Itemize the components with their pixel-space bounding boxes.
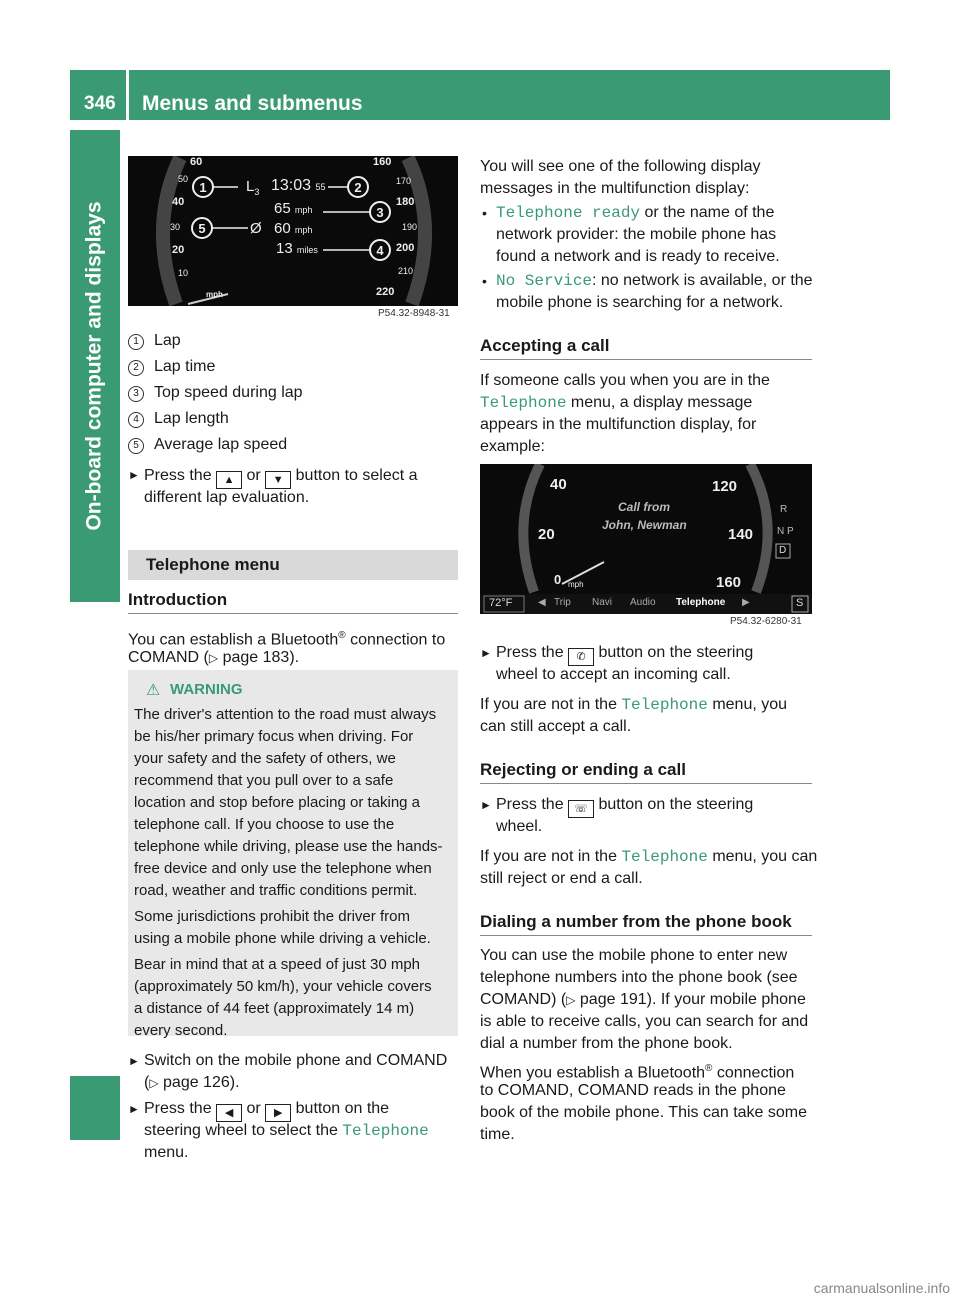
paragraph-line: time.: [480, 1126, 515, 1143]
paragraph-line: If you are not in the Telephone menu, you can: [480, 848, 818, 866]
instruction-line: wheel to accept an incoming call.: [496, 666, 731, 683]
bullet-line: No Service: no network is available, or the: [496, 272, 813, 290]
menu-item-audio: Audio: [630, 597, 656, 608]
instruction-line: Press the ✆ button on the steering: [496, 642, 753, 666]
call-from-label: Call from: [618, 500, 671, 514]
speed-tick: 160: [716, 574, 742, 591]
lap-time: 13:03 55: [271, 177, 326, 194]
intro-line: COMAND (▷ page 183).: [128, 649, 300, 666]
speed-tick: 190: [402, 222, 418, 232]
right-key-icon: ▶: [265, 1104, 291, 1122]
side-tab: [70, 1076, 120, 1140]
side-label: On-board computer and displays: [83, 201, 106, 531]
instruction-line: steering wheel to select the Telephone: [144, 1122, 429, 1140]
bullet-line: Telephone ready or the name of the: [496, 204, 775, 222]
svg-text:3: 3: [376, 205, 384, 220]
svg-text:4: 4: [376, 243, 384, 258]
warning-icon: ⚠: [146, 682, 161, 699]
instruction-line: wheel.: [496, 818, 543, 835]
speed-tick: 200: [396, 242, 415, 254]
menu-left-arrow: ◀: [538, 597, 546, 608]
bullet-arrow: ►: [480, 646, 492, 660]
header-divider: [126, 70, 129, 120]
section-title: Menus and submenus: [142, 92, 363, 115]
paragraph-line: COMAND) (▷ page 191). If your mobile phone: [480, 991, 806, 1008]
rejecting-heading: Rejecting or ending a call: [480, 760, 686, 779]
lap-cluster-image: [128, 156, 458, 306]
legend-item: 4 Lap length: [128, 408, 229, 430]
warning-line: Bear in mind that at a speed of just 30 mph: [134, 956, 421, 973]
fig2-caption: P54.32-6280-31: [730, 616, 802, 627]
accepting-heading: Accepting a call: [480, 336, 610, 355]
unit-label: mph: [206, 290, 223, 299]
paragraph-line: to COMAND, COMAND reads in the phone: [480, 1082, 786, 1099]
top-speed: 65 mph: [274, 200, 313, 217]
menu-item-navi: Navi: [592, 597, 613, 608]
phone-accept-icon: ✆: [568, 648, 594, 666]
warning-line: location and stop before placing or taking a: [134, 794, 421, 811]
speed-tick: 40: [550, 476, 567, 493]
paragraph-line: can still accept a call.: [480, 718, 632, 735]
bullet-arrow: ►: [480, 798, 492, 812]
warning-line: recommend that you pull over to a safe: [134, 772, 394, 789]
paragraph-line: example:: [480, 438, 545, 455]
warning-line: Some jurisdictions prohibit the driver from: [134, 908, 410, 925]
instruction-line: Switch on the mobile phone and COMAND: [144, 1052, 448, 1069]
gear-r: R: [780, 504, 788, 515]
paragraph-line: If someone calls you when you are in the: [480, 372, 770, 389]
right-intro-line: You will see one of the following display: [480, 158, 761, 175]
speed-tick: 60: [190, 156, 203, 168]
heading-rule: [480, 935, 812, 936]
gear-d: D: [779, 545, 787, 556]
svg-text:2: 2: [354, 180, 362, 195]
speed-tick: 10: [178, 268, 189, 278]
warning-title: WARNING: [170, 681, 243, 698]
menu-right-arrow: ▶: [742, 597, 750, 608]
speed-tick: 170: [396, 176, 412, 186]
heading-rule: [480, 359, 812, 360]
paragraph-line: If you are not in the Telephone menu, you: [480, 696, 788, 714]
left-key-icon: ◀: [216, 1104, 242, 1122]
gear-n-p: N P: [777, 526, 794, 537]
speed-tick: 0: [554, 572, 562, 587]
warning-line: your safety and the safety of others, we: [134, 750, 396, 767]
warning-line: road, weather and traffic conditions permit.: [134, 882, 418, 899]
right-intro-line: messages in the multifunction display:: [480, 180, 750, 197]
menu-item-telephone: Telephone: [676, 597, 726, 608]
paragraph-line: Telephone menu, a display message: [480, 394, 753, 412]
speed-tick: 30: [170, 222, 181, 232]
bullet-line: network provider: the mobile phone has: [496, 226, 777, 243]
speed-tick: 40: [172, 196, 185, 208]
paragraph-line: appears in the multifunction display, for: [480, 416, 757, 433]
speed-tick: 180: [396, 196, 415, 208]
avg-speed: 60 mph: [274, 220, 313, 237]
speed-tick: 20: [172, 244, 185, 256]
lap-length: 13 miles: [276, 240, 318, 257]
speed-tick: 220: [376, 286, 395, 298]
speed-tick: 140: [728, 526, 754, 543]
warning-line: The driver's attention to the road must always: [134, 706, 437, 723]
instruction-line: different lap evaluation.: [144, 489, 310, 506]
call-display-image: [480, 464, 812, 614]
warning-line: telephone while driving, please use the hands-: [134, 838, 443, 855]
warning-line: using a mobile phone while driving a vehicle.: [134, 930, 431, 947]
paragraph-line: You can use the mobile phone to enter new: [480, 947, 788, 964]
paragraph-line: still reject or end a call.: [480, 870, 643, 887]
bullet-arrow: ►: [128, 468, 140, 482]
warning-line: every second.: [134, 1022, 228, 1039]
speed-tick: 160: [373, 156, 392, 168]
call-display-graphic: [480, 464, 812, 614]
s-icon: S: [796, 597, 804, 609]
unit-label: mph: [568, 580, 584, 589]
legend-item: 3 Top speed during lap: [128, 382, 303, 404]
watermark[interactable]: carmanualsonline.info: [813, 1280, 950, 1296]
speed-tick: 20: [538, 526, 555, 543]
svg-text:1: 1: [199, 180, 207, 195]
warning-line: (approximately 50 km/h), your vehicle covers: [134, 978, 432, 995]
lap-marker: $L_3$: [246, 178, 260, 197]
caller-name: John, Newman: [602, 518, 687, 532]
paragraph-line: dial a number from the phone book.: [480, 1035, 733, 1052]
paragraph-line: When you establish a Bluetooth® connection: [480, 1063, 795, 1082]
bullet-dot: •: [482, 273, 487, 289]
up-key-icon: ▲: [216, 471, 242, 489]
fig1-caption: P54.32-8948-31: [378, 308, 450, 319]
menu-item-trip: Trip: [554, 597, 571, 608]
telephone-menu-heading: Telephone menu: [128, 550, 458, 580]
paragraph-line: book of the mobile phone. This can take some: [480, 1104, 808, 1121]
heading-rule: [128, 613, 458, 614]
down-key-icon: ▼: [265, 471, 291, 489]
speed-tick: 210: [398, 266, 414, 276]
instruction-line: Press the ☏ button on the steering: [496, 794, 753, 818]
svg-text:5: 5: [198, 221, 206, 236]
avg-symbol: Ø: [250, 220, 262, 237]
bullet-line: found a network and is ready to receive.: [496, 248, 780, 265]
introduction-heading: Introduction: [128, 590, 228, 609]
legend-item: 1 Lap: [128, 330, 181, 352]
legend-item: 2 Lap time: [128, 356, 215, 378]
instruction-line: Press the ◀ or ▶ button on the: [144, 1098, 389, 1122]
speed-tick: 50: [178, 174, 189, 184]
page-number: 346: [84, 93, 116, 114]
temperature: 72°F: [489, 597, 513, 609]
warning-line: be his/her primary focus when driving. For: [134, 728, 414, 745]
legend-item: 5 Average lap speed: [128, 434, 287, 456]
paragraph-line: is able to receive calls, you can search for and: [480, 1013, 809, 1030]
instruction-line: Press the ▲ or ▼ button to select a: [144, 465, 418, 489]
warning-line: telephone call. If you choose to use the: [134, 816, 395, 833]
paragraph-line: telephone numbers into the phone book (see: [480, 969, 798, 986]
bullet-arrow: ►: [128, 1102, 140, 1116]
heading-rule: [480, 783, 812, 784]
bullet-dot: •: [482, 205, 487, 221]
intro-line: You can establish a Bluetooth® connection to: [128, 630, 446, 649]
dialing-heading: Dialing a number from the phone book: [480, 912, 792, 931]
bullet-line: mobile phone is searching for a network.: [496, 294, 784, 311]
speed-tick: 120: [712, 478, 738, 495]
warning-line: free device and only use the telephone when: [134, 860, 432, 877]
phone-reject-icon: ☏: [568, 800, 594, 818]
instruction-line: (▷ page 126).: [144, 1074, 240, 1091]
warning-line: a distance of 44 feet (approximately 14 m): [134, 1000, 415, 1017]
bullet-arrow: ►: [128, 1054, 140, 1068]
instruction-line: menu.: [144, 1144, 189, 1161]
